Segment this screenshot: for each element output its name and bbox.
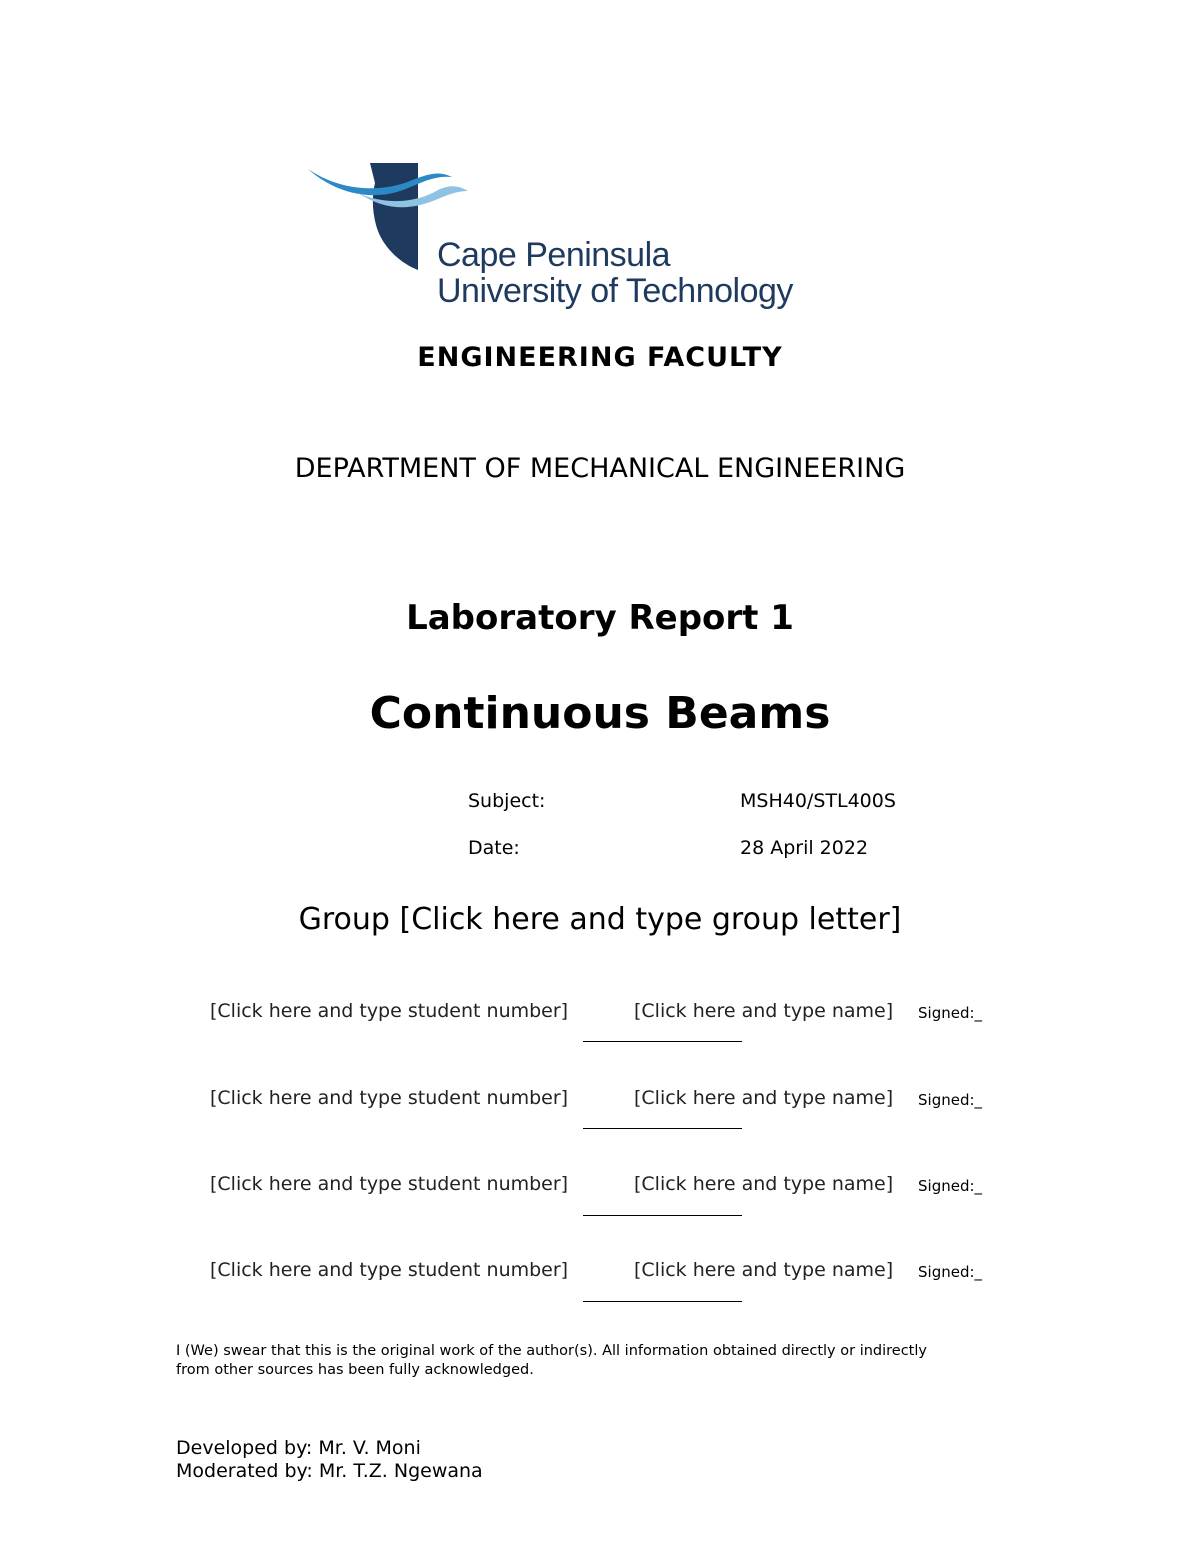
developed-by: Developed by: Mr. V. Moni xyxy=(176,1437,421,1459)
report-label: Laboratory Report 1 xyxy=(406,598,794,638)
department-heading: DEPARTMENT OF MECHANICAL ENGINEERING xyxy=(294,453,906,484)
signed-label: Signed:_ xyxy=(918,1177,983,1195)
signature-line[interactable] xyxy=(583,1041,742,1042)
signature-line[interactable] xyxy=(583,1301,742,1302)
signature-line[interactable] xyxy=(583,1215,742,1216)
signed-label: Signed:_ xyxy=(918,1091,983,1109)
group-field[interactable]: Group [Click here and type group letter] xyxy=(298,902,902,937)
logo-text-line1: Cape Peninsula xyxy=(437,236,671,274)
student-number-field[interactable]: [Click here and type student number] xyxy=(210,1259,569,1281)
declaration xyxy=(176,1342,927,1380)
student-name-field[interactable]: [Click here and type name] xyxy=(634,1000,894,1022)
student-number-field[interactable]: [Click here and type student number] xyxy=(210,1173,569,1195)
student-name-field[interactable]: [Click here and type name] xyxy=(634,1173,894,1195)
moderated-by: Moderated by: Mr. T.Z. Ngewana xyxy=(176,1460,483,1482)
report-title: Continuous Beams xyxy=(369,688,831,739)
signed-label: Signed:_ xyxy=(918,1004,983,1022)
logo-shield xyxy=(370,163,418,270)
declaration-line-1: I (We) swear that this is the original work of the author(s). All information obtained directly or indirectly xyxy=(176,1343,927,1359)
student-number-field[interactable]: [Click here and type student number] xyxy=(210,1087,569,1109)
signature-line[interactable] xyxy=(583,1128,742,1129)
student-name-field[interactable]: [Click here and type name] xyxy=(634,1259,894,1281)
subject-label: Subject: xyxy=(468,790,546,812)
date-label: Date: xyxy=(468,837,520,859)
student-number-field[interactable]: [Click here and type student number] xyxy=(210,1000,569,1022)
subject-value: MSH40/STL400S xyxy=(740,790,896,812)
declaration-line-2: from other sources has been fully acknowledged. xyxy=(176,1362,534,1378)
date-value: 28 April 2022 xyxy=(740,837,869,859)
signed-label: Signed:_ xyxy=(918,1263,983,1281)
faculty-heading: ENGINEERING FACULTY xyxy=(417,342,783,373)
student-name-field[interactable]: [Click here and type name] xyxy=(634,1087,894,1109)
logo-text-line2: University of Technology xyxy=(437,272,793,310)
